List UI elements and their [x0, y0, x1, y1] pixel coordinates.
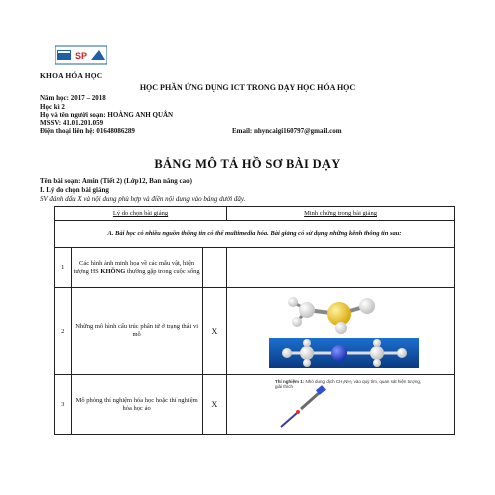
amine-model-1: [288, 297, 375, 334]
phone: Điện thoại liên hệ: 01648086289: [40, 127, 135, 135]
row-description: Những mô hình cấu trúc phân tử ở trạng thái vi mô: [71, 288, 202, 375]
row-evidence: [227, 248, 455, 288]
author-name: Họ và tên người soạn: HOÀNG ANH QUÂN: [40, 111, 174, 119]
dropper-icon: [301, 385, 326, 409]
row-number: 1: [55, 248, 72, 288]
reason-table: [54, 206, 455, 435]
row-checkmark[interactable]: X: [202, 288, 226, 375]
school-year: Năm học: 2017 – 2018: [40, 94, 106, 102]
col-header-evidence: Minh chứng trong bài giảng: [227, 207, 455, 221]
litmus-strip-icon: [281, 410, 300, 427]
row-number: 3: [55, 375, 72, 435]
email: Email: nhyncaigi160797@gmail.com: [232, 127, 342, 135]
faculty-logo: [55, 44, 107, 66]
instruction-text: SV đánh dấu X và nội dung phù hợp và điền nội dung vào bảng dưới đây.: [40, 195, 246, 203]
table-row: [55, 288, 455, 375]
table-row: [55, 375, 455, 435]
section-heading: I. Lý do chọn bài giảng: [40, 186, 109, 194]
row-evidence: [227, 375, 455, 435]
row-description: Các hình ảnh minh họa về các mẫu vật, hiện tượng HS KHÔNG thường gặp trong cuộc sống: [71, 248, 202, 288]
logo-text: SP: [75, 51, 88, 61]
row-checkmark[interactable]: [202, 248, 226, 288]
document-title: BẢNG MÔ TẢ HỒ SƠ BÀI DẠY: [154, 157, 341, 171]
row-number: 2: [55, 288, 72, 375]
row-checkmark[interactable]: X: [202, 375, 226, 435]
table-row: [55, 248, 455, 288]
emphasis-not: KHÔNG: [100, 267, 126, 275]
amine-model-2: [269, 338, 419, 368]
row-description: Mô phỏng thí nghiệm hóa học hoặc thí nghiệm hóa học ảo: [71, 375, 202, 435]
faculty-name: KHOA HÓA HỌC: [40, 71, 103, 80]
experiment-note: Thí nghiệm 1: Nhỏ dung dịch CH₃NH₂ vào quỳ tím, quan sát hiện tượng, giải thích: [275, 379, 422, 389]
section-a-band: A. Bài học có nhiều nguồn thông tin có thể multimedia hóa. Bài giảng có sử dụng những kênh thông tin sau:: [55, 221, 455, 248]
student-id: MSSV: 41.01.201.059: [40, 119, 104, 127]
row-evidence: [227, 288, 455, 375]
semester: Học kì 2: [40, 103, 65, 111]
experiment-illustration: [227, 375, 452, 433]
col-header-reason: Lý do chọn bài giảng: [55, 207, 227, 221]
molecule-models-image: [227, 288, 452, 372]
course-title: HỌC PHẦN ỨNG DỤNG ICT TRONG DẠY HỌC HÓA HỌC: [139, 83, 356, 92]
lesson-name: Tên bài soạn: Amin (Tiết 2) (Lớp12, Ban nâng cao): [40, 177, 192, 185]
